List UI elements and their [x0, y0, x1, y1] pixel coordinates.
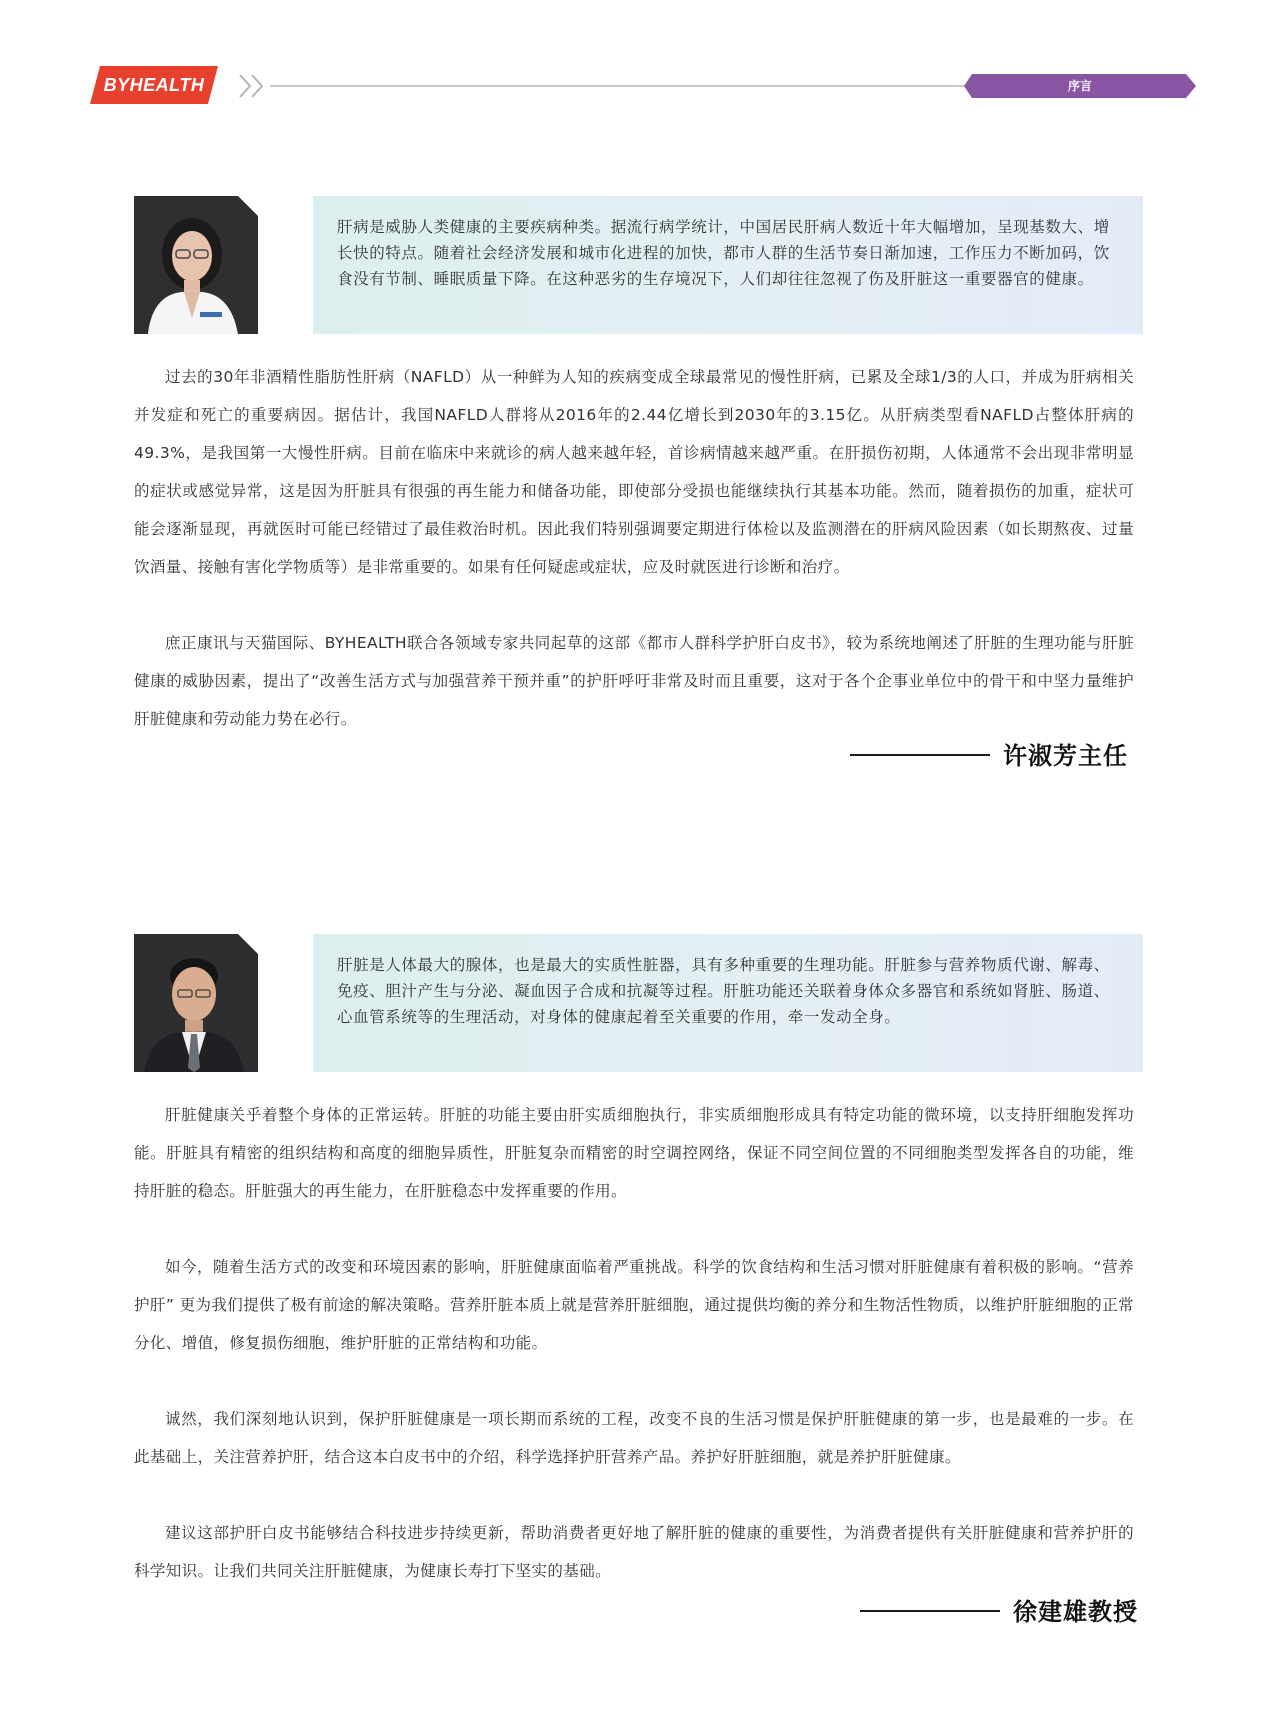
logo-text: BYHEALTH [103, 75, 205, 95]
header-divider [270, 85, 970, 87]
signature-name: 许淑芳主任 [1003, 742, 1128, 770]
expert-intro-text: 肝病是威胁人类健康的主要疾病种类。据流行病学统计，中国居民肝病人数近十年大幅增加，呈现基数大、增长快的特点。随着社会经济发展和城市化进程的加快，都市人群的生活节奏日渐加速，工作压力不断加码，饮食没有节制、睡眠质量下降。在这种恶劣的生存境况下，人们却往往忽视了伤及肝脏这一重要器官的健康。 [337, 218, 1110, 288]
page-header [0, 0, 1275, 120]
body-paragraph: 建议这部护肝白皮书能够结合科技进步持续更新，帮助消费者更好地了解肝脏的健康的重要性，为消费者提供有关肝脏健康和营养护肝的科学知识。让我们共同关注肝脏健康，为健康长寿打下坚实的基础。 [134, 1524, 1134, 1580]
signature-name: 徐建雄教授 [1013, 1598, 1138, 1626]
doctor-portrait-icon [134, 934, 258, 1072]
signature-line [860, 1610, 1000, 1612]
expert-photo [134, 934, 258, 1072]
section-label: 序言 [1067, 79, 1092, 93]
signature-line [850, 754, 990, 756]
expert-intro-box [313, 196, 1143, 334]
body-paragraph: 庶正康讯与天猫国际、BYHEALTH联合各领域专家共同起草的这部《都市人群科学护肝白皮书》，较为系统地阐述了肝脏的生理功能与肝脏健康的威胁因素，提出了“改善生活方式与加强营养干预并重”的护肝呼吁非常及时而且重要，这对于各个企事业单位中的骨干和中坚力量维护肝脏健康和劳动能力势在必行。 [134, 634, 1134, 728]
expert-intro-text: 肝脏是人体最大的腺体，也是最大的实质性脏器，具有多种重要的生理功能。肝脏参与营养物质代谢、解毒、免疫、胆汁产生与分泌、凝血因子合成和抗凝等过程。肝脏功能还关联着身体众多器官和系统如肾脏、肠道、心血管系统等的生理活动，对身体的健康起着至关重要的作用，牵一发动全身。 [337, 956, 1110, 1026]
double-chevron-icon [238, 73, 270, 99]
body-paragraph: 如今，随着生活方式的改变和环境因素的影响，肝脏健康面临着严重挑战。科学的饮食结构和生活习惯对肝脏健康有着积极的影响。“营养护肝” 更为我们提供了极有前途的解决策略。营养肝脏本质上就是营养肝脏细胞，通过提供均衡的养分和生物活性物质，以维护肝脏细胞的正常分化、增值，修复损伤细胞，维护肝脏的正常结构和功能。 [134, 1258, 1134, 1352]
expert-intro-box [313, 934, 1143, 1072]
doctor-portrait-icon [134, 196, 258, 334]
body-paragraph: 过去的30年非酒精性脂肪性肝病（NAFLD）从一种鲜为人知的疾病变成全球最常见的慢性肝病，已累及全球1/3的人口，并成为肝病相关并发症和死亡的重要病因。据估计，我国NAFLD人群将从2016年的2.44亿增长到2030年的3.15亿。从肝病类型看NAFLD占整体肝病的49.3%，是我国第一大慢性肝病。目前在临床中来就诊的病人越来越年轻，首诊病情越来越严重。在肝损伤初期，人体通常不会出现非常明显的症状或感觉异常，这是因为肝脏具有很强的再生能力和储备功能，即使部分受损也能继续执行其基本功能。然而，随着损伤的加重，症状可能会逐渐显现，再就医时可能已经错过了最佳救治时机。因此我们特别强调要定期进行体检以及监测潜在的肝病风险因素（如长期熬夜、过量饮酒量、接触有害化学物质等）是非常重要的。如果有任何疑虑或症状，应及时就医进行诊断和治疗。 [134, 368, 1134, 576]
section-tag [964, 74, 1196, 98]
byhealth-logo [90, 66, 218, 104]
body-paragraph: 诚然，我们深刻地认识到，保护肝脏健康是一项长期而系统的工程，改变不良的生活习惯是保护肝脏健康的第一步，也是最难的一步。在此基础上，关注营养护肝，结合这本白皮书中的介绍，科学选择护肝营养产品。养护好肝脏细胞，就是养护肝脏健康。 [134, 1410, 1134, 1466]
body-paragraph: 肝脏健康关乎着整个身体的正常运转。肝脏的功能主要由肝实质细胞执行，非实质细胞形成具有特定功能的微环境，以支持肝细胞发挥功能。肝脏具有精密的组织结构和高度的细胞异质性，肝脏复杂而精密的时空调控网络，保证不同空间位置的不同细胞类型发挥各自的功能，维持肝脏的稳态。肝脏强大的再生能力，在肝脏稳态中发挥重要的作用。 [134, 1106, 1134, 1200]
expert-photo [134, 196, 258, 334]
